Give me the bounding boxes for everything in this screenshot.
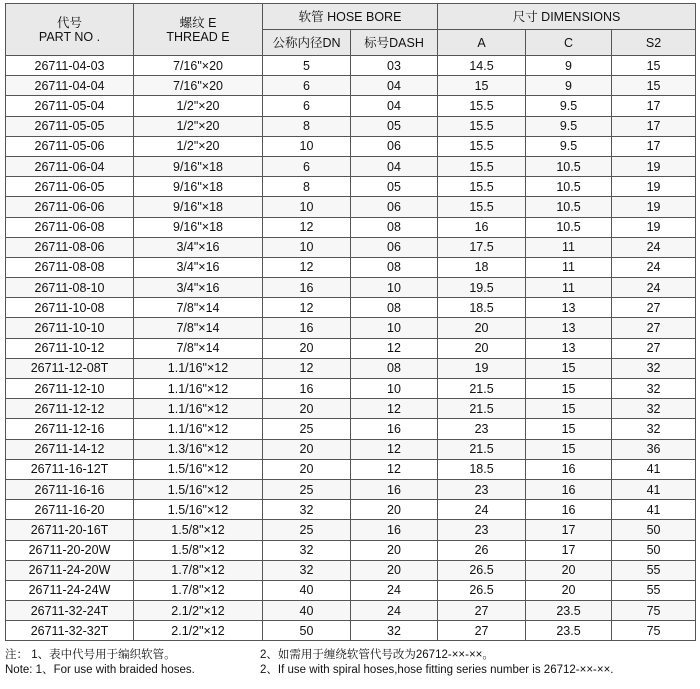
cell-c: 10.5 xyxy=(526,217,612,237)
cell-part: 26711-06-06 xyxy=(6,197,134,217)
cell-c: 17 xyxy=(526,520,612,540)
cell-dash: 06 xyxy=(351,197,438,217)
cell-c: 11 xyxy=(526,278,612,298)
cell-a: 27 xyxy=(438,621,526,641)
cell-part: 26711-12-16 xyxy=(6,419,134,439)
cell-a: 15.5 xyxy=(438,116,526,136)
cell-s2: 55 xyxy=(612,580,696,600)
fitting-spec-table xyxy=(5,3,696,641)
cell-dn: 25 xyxy=(263,520,351,540)
cell-part: 26711-16-16 xyxy=(6,479,134,499)
cell-dn: 16 xyxy=(263,318,351,338)
cell-thread: 9/16"×18 xyxy=(134,177,263,197)
table-row xyxy=(6,601,696,621)
cell-a: 20 xyxy=(438,318,526,338)
cell-c: 13 xyxy=(526,298,612,318)
cell-c: 13 xyxy=(526,338,612,358)
cell-part: 26711-04-04 xyxy=(6,76,134,96)
cell-a: 26 xyxy=(438,540,526,560)
cell-dn: 40 xyxy=(263,580,351,600)
cell-s2: 50 xyxy=(612,520,696,540)
cell-dn: 32 xyxy=(263,500,351,520)
cell-s2: 32 xyxy=(612,419,696,439)
notes xyxy=(5,648,695,678)
cell-thread: 2.1/2"×12 xyxy=(134,601,263,621)
cell-thread: 1.3/16"×12 xyxy=(134,439,263,459)
cell-part: 26711-10-08 xyxy=(6,298,134,318)
cell-dash: 32 xyxy=(351,621,438,641)
cell-c: 10.5 xyxy=(526,156,612,176)
cell-a: 16 xyxy=(438,217,526,237)
cell-dn: 25 xyxy=(263,479,351,499)
cell-dash: 05 xyxy=(351,116,438,136)
cell-thread: 2.1/2"×12 xyxy=(134,621,263,641)
cell-c: 23.5 xyxy=(526,601,612,621)
cell-a: 15 xyxy=(438,76,526,96)
cell-part: 26711-12-10 xyxy=(6,379,134,399)
cell-part: 26711-06-04 xyxy=(6,156,134,176)
cell-c: 15 xyxy=(526,399,612,419)
cell-c: 16 xyxy=(526,479,612,499)
cell-a: 23 xyxy=(438,419,526,439)
table-row xyxy=(6,500,696,520)
table-row xyxy=(6,298,696,318)
cell-s2: 19 xyxy=(612,197,696,217)
cell-c: 11 xyxy=(526,257,612,277)
table-row xyxy=(6,540,696,560)
cell-dash: 08 xyxy=(351,358,438,378)
cell-thread: 1/2"×20 xyxy=(134,136,263,156)
cell-s2: 15 xyxy=(612,76,696,96)
cell-dash: 16 xyxy=(351,479,438,499)
cell-a: 27 xyxy=(438,601,526,621)
cell-part: 26711-10-12 xyxy=(6,338,134,358)
cell-thread: 3/4"×16 xyxy=(134,237,263,257)
table-row xyxy=(6,257,696,277)
dn-header: 公称内径DN xyxy=(263,30,351,56)
cell-s2: 32 xyxy=(612,358,696,378)
cell-dn: 40 xyxy=(263,601,351,621)
cell-a: 18.5 xyxy=(438,298,526,318)
table-row xyxy=(6,419,696,439)
cell-part: 26711-08-08 xyxy=(6,257,134,277)
note-cn-2: 2、如需用于缠绕软管代号改为26712-××-××。 xyxy=(260,649,494,661)
cell-dash: 10 xyxy=(351,379,438,399)
table-row xyxy=(6,621,696,641)
cell-thread: 7/16"×20 xyxy=(134,76,263,96)
cell-dash: 16 xyxy=(351,520,438,540)
cell-a: 14.5 xyxy=(438,56,526,76)
cell-thread: 7/16"×20 xyxy=(134,56,263,76)
cell-c: 17 xyxy=(526,540,612,560)
table-row xyxy=(6,379,696,399)
cell-dn: 6 xyxy=(263,76,351,96)
cell-dn: 32 xyxy=(263,540,351,560)
cell-s2: 75 xyxy=(612,601,696,621)
cell-c: 23.5 xyxy=(526,621,612,641)
cell-s2: 32 xyxy=(612,379,696,399)
table-body xyxy=(6,56,696,641)
cell-part: 26711-32-24T xyxy=(6,601,134,621)
cell-dash: 20 xyxy=(351,540,438,560)
cell-a: 23 xyxy=(438,520,526,540)
cell-s2: 17 xyxy=(612,136,696,156)
cell-s2: 24 xyxy=(612,257,696,277)
cell-dn: 20 xyxy=(263,459,351,479)
cell-s2: 27 xyxy=(612,298,696,318)
cell-part: 26711-06-05 xyxy=(6,177,134,197)
cell-dn: 10 xyxy=(263,237,351,257)
cell-thread: 9/16"×18 xyxy=(134,217,263,237)
cell-dash: 12 xyxy=(351,439,438,459)
cell-a: 18 xyxy=(438,257,526,277)
cell-a: 15.5 xyxy=(438,136,526,156)
cell-a: 15.5 xyxy=(438,177,526,197)
s2-header: S2 xyxy=(612,30,696,56)
fitting-spec-table-container xyxy=(5,3,695,641)
cell-s2: 24 xyxy=(612,278,696,298)
cell-dn: 16 xyxy=(263,379,351,399)
cell-dash: 03 xyxy=(351,56,438,76)
cell-s2: 19 xyxy=(612,177,696,197)
cell-dash: 08 xyxy=(351,217,438,237)
cell-dn: 8 xyxy=(263,116,351,136)
cell-a: 15.5 xyxy=(438,156,526,176)
part-no-header-cn: 代号 xyxy=(56,15,82,30)
cell-thread: 9/16"×18 xyxy=(134,197,263,217)
cell-c: 11 xyxy=(526,237,612,257)
cell-dash: 06 xyxy=(351,237,438,257)
note-en-2: 2、If use with spiral hoses,hose fitting series number is 26712-××-××. xyxy=(260,664,614,676)
note-cn-1: 注： 1、表中代号用于编织软管。 xyxy=(5,649,176,661)
cell-c: 9.5 xyxy=(526,116,612,136)
cell-part: 26711-08-06 xyxy=(6,237,134,257)
cell-dash: 04 xyxy=(351,76,438,96)
cell-thread: 1.1/16"×12 xyxy=(134,358,263,378)
cell-thread: 1.5/16"×12 xyxy=(134,479,263,499)
cell-s2: 55 xyxy=(612,560,696,580)
cell-dash: 08 xyxy=(351,257,438,277)
cell-part: 26711-04-03 xyxy=(6,56,134,76)
cell-dash: 05 xyxy=(351,177,438,197)
cell-dn: 6 xyxy=(263,156,351,176)
table-row xyxy=(6,237,696,257)
cell-thread: 1.1/16"×12 xyxy=(134,379,263,399)
cell-dash: 20 xyxy=(351,500,438,520)
table-row xyxy=(6,439,696,459)
cell-c: 20 xyxy=(526,580,612,600)
cell-c: 16 xyxy=(526,500,612,520)
cell-s2: 50 xyxy=(612,540,696,560)
cell-a: 17.5 xyxy=(438,237,526,257)
cell-part: 26711-24-24W xyxy=(6,580,134,600)
table-row xyxy=(6,56,696,76)
cell-part: 26711-24-20W xyxy=(6,560,134,580)
cell-dn: 5 xyxy=(263,56,351,76)
cell-a: 23 xyxy=(438,479,526,499)
cell-a: 18.5 xyxy=(438,459,526,479)
table-row xyxy=(6,399,696,419)
cell-part: 26711-05-04 xyxy=(6,96,134,116)
part-no-header-en: PART NO . xyxy=(38,29,101,44)
cell-s2: 36 xyxy=(612,439,696,459)
dash-header: 标号DASH xyxy=(351,30,438,56)
table-row xyxy=(6,580,696,600)
cell-thread: 1.5/16"×12 xyxy=(134,459,263,479)
cell-thread: 1.5/8"×12 xyxy=(134,540,263,560)
cell-dn: 12 xyxy=(263,358,351,378)
table-row xyxy=(6,76,696,96)
table-row xyxy=(6,136,696,156)
cell-s2: 27 xyxy=(612,318,696,338)
table-row xyxy=(6,278,696,298)
cell-a: 26.5 xyxy=(438,580,526,600)
table-row xyxy=(6,459,696,479)
hose-bore-header: 软管 HOSE BORE xyxy=(263,4,438,30)
cell-dn: 25 xyxy=(263,419,351,439)
cell-c: 16 xyxy=(526,459,612,479)
cell-s2: 41 xyxy=(612,459,696,479)
thread-header xyxy=(134,4,263,56)
cell-dn: 10 xyxy=(263,136,351,156)
cell-c: 20 xyxy=(526,560,612,580)
cell-a: 21.5 xyxy=(438,439,526,459)
cell-thread: 7/8"×14 xyxy=(134,338,263,358)
cell-thread: 1.5/8"×12 xyxy=(134,520,263,540)
cell-dn: 50 xyxy=(263,621,351,641)
cell-thread: 1.7/8"×12 xyxy=(134,580,263,600)
cell-dash: 16 xyxy=(351,419,438,439)
cell-dn: 12 xyxy=(263,257,351,277)
cell-a: 19 xyxy=(438,358,526,378)
cell-part: 26711-05-06 xyxy=(6,136,134,156)
table-row xyxy=(6,217,696,237)
dimensions-header: 尺寸 DIMENSIONS xyxy=(438,4,696,30)
cell-dn: 10 xyxy=(263,197,351,217)
cell-c: 9 xyxy=(526,76,612,96)
cell-dash: 12 xyxy=(351,399,438,419)
cell-s2: 27 xyxy=(612,338,696,358)
cell-dn: 20 xyxy=(263,338,351,358)
cell-thread: 1.5/16"×12 xyxy=(134,500,263,520)
cell-s2: 41 xyxy=(612,479,696,499)
cell-a: 20 xyxy=(438,338,526,358)
cell-s2: 32 xyxy=(612,399,696,419)
thread-header-en: THREAD E xyxy=(166,29,230,44)
cell-thread: 1/2"×20 xyxy=(134,116,263,136)
a-header: A xyxy=(438,30,526,56)
cell-thread: 3/4"×16 xyxy=(134,278,263,298)
cell-c: 10.5 xyxy=(526,177,612,197)
note-en-1: Note: 1、For use with braided hoses. xyxy=(5,664,195,676)
cell-thread: 1.1/16"×12 xyxy=(134,399,263,419)
cell-dn: 12 xyxy=(263,298,351,318)
cell-c: 15 xyxy=(526,358,612,378)
cell-dn: 8 xyxy=(263,177,351,197)
cell-dash: 08 xyxy=(351,298,438,318)
cell-a: 24 xyxy=(438,500,526,520)
cell-a: 21.5 xyxy=(438,379,526,399)
cell-c: 10.5 xyxy=(526,197,612,217)
cell-c: 15 xyxy=(526,439,612,459)
cell-s2: 41 xyxy=(612,500,696,520)
cell-dash: 24 xyxy=(351,601,438,621)
table-row xyxy=(6,96,696,116)
cell-part: 26711-08-10 xyxy=(6,278,134,298)
cell-s2: 17 xyxy=(612,96,696,116)
cell-part: 26711-10-10 xyxy=(6,318,134,338)
cell-part: 26711-16-20 xyxy=(6,500,134,520)
cell-dn: 20 xyxy=(263,399,351,419)
cell-dn: 12 xyxy=(263,217,351,237)
cell-dash: 10 xyxy=(351,318,438,338)
c-header: C xyxy=(526,30,612,56)
table-row xyxy=(6,479,696,499)
cell-dash: 12 xyxy=(351,459,438,479)
cell-part: 26711-32-32T xyxy=(6,621,134,641)
cell-thread: 1.7/8"×12 xyxy=(134,560,263,580)
cell-c: 13 xyxy=(526,318,612,338)
table-row xyxy=(6,156,696,176)
table-row xyxy=(6,116,696,136)
cell-c: 9.5 xyxy=(526,136,612,156)
cell-dash: 04 xyxy=(351,156,438,176)
cell-dash: 20 xyxy=(351,560,438,580)
cell-a: 21.5 xyxy=(438,399,526,419)
cell-a: 26.5 xyxy=(438,560,526,580)
cell-c: 15 xyxy=(526,419,612,439)
cell-dn: 16 xyxy=(263,278,351,298)
cell-thread: 9/16"×18 xyxy=(134,156,263,176)
table-row xyxy=(6,318,696,338)
table-row xyxy=(6,560,696,580)
cell-dn: 20 xyxy=(263,439,351,459)
cell-dash: 04 xyxy=(351,96,438,116)
cell-part: 26711-14-12 xyxy=(6,439,134,459)
cell-c: 9 xyxy=(526,56,612,76)
thread-header-cn: 螺纹 E xyxy=(179,15,217,30)
cell-dash: 10 xyxy=(351,278,438,298)
cell-dn: 6 xyxy=(263,96,351,116)
cell-part: 26711-12-08T xyxy=(6,358,134,378)
cell-thread: 7/8"×14 xyxy=(134,318,263,338)
cell-s2: 15 xyxy=(612,56,696,76)
cell-part: 26711-20-16T xyxy=(6,520,134,540)
cell-thread: 7/8"×14 xyxy=(134,298,263,318)
table-row xyxy=(6,197,696,217)
cell-dn: 32 xyxy=(263,560,351,580)
cell-a: 19.5 xyxy=(438,278,526,298)
cell-part: 26711-06-08 xyxy=(6,217,134,237)
cell-part: 26711-05-05 xyxy=(6,116,134,136)
cell-part: 26711-16-12T xyxy=(6,459,134,479)
cell-thread: 1.1/16"×12 xyxy=(134,419,263,439)
cell-c: 15 xyxy=(526,379,612,399)
cell-dash: 24 xyxy=(351,580,438,600)
table-row xyxy=(6,520,696,540)
cell-thread: 1/2"×20 xyxy=(134,96,263,116)
cell-s2: 17 xyxy=(612,116,696,136)
cell-dash: 12 xyxy=(351,338,438,358)
table-row xyxy=(6,338,696,358)
cell-s2: 75 xyxy=(612,621,696,641)
cell-thread: 3/4"×16 xyxy=(134,257,263,277)
cell-s2: 24 xyxy=(612,237,696,257)
cell-dash: 06 xyxy=(351,136,438,156)
table-row xyxy=(6,177,696,197)
cell-s2: 19 xyxy=(612,156,696,176)
cell-part: 26711-20-20W xyxy=(6,540,134,560)
cell-part: 26711-12-12 xyxy=(6,399,134,419)
table-row xyxy=(6,358,696,378)
cell-a: 15.5 xyxy=(438,96,526,116)
part-no-header xyxy=(6,4,134,56)
cell-s2: 19 xyxy=(612,217,696,237)
cell-a: 15.5 xyxy=(438,197,526,217)
cell-c: 9.5 xyxy=(526,96,612,116)
